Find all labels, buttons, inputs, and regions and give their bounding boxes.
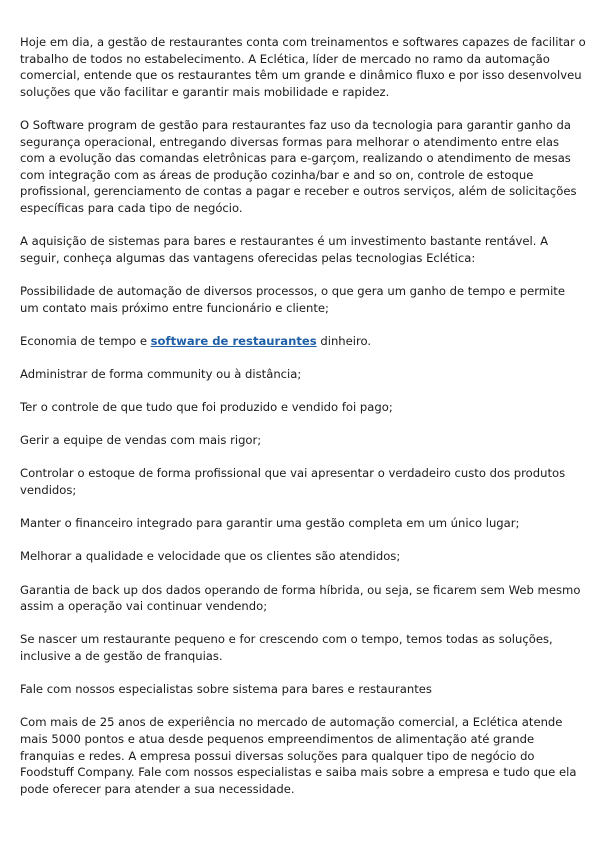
document-body — [20, 34, 586, 814]
company-paragraph: Com mais de 25 anos de experiência no mercado de automação comercial, a Eclética atende mais 5000 pontos e atua desde pequenos empreendimentos de alimentação até grande franquias e redes. A empresa possui diversas soluções para qualquer tipo de negócio do Foodstuff Company. Fale com nossos especialistas e saiba mais sobre a empresa e tudo que ela pode oferecer para atender a sua necessidade. — [20, 715, 577, 796]
advantage-economy-text-before: Economia de tempo e — [20, 333, 151, 348]
advantages-intro-paragraph: A aquisição de sistemas para bares e restaurantes é um investimento bastante rentável. A seguir, conheça algumas das vantagens oferecidas pelas tecnologias Eclética: — [20, 234, 549, 265]
advantage-backup: Garantia de back up dos dados operando de forma híbrida, ou seja, se ficarem sem Web mesmo assim a operação vai continuar vendendo; — [20, 582, 581, 614]
advantage-franchise: Se nascer um restaurante pequeno e for crescendo com o tempo, temos todas as soluções, inclusive a de gestão de franquias. — [20, 632, 553, 663]
advantage-economy-text-after: dinheiro. — [316, 333, 372, 348]
advantage-control: Ter o controle de que tudo que foi produzido e vendido foi pago; — [20, 400, 393, 415]
contact-specialists-line: Fale com nossos especialistas sobre sistema para bares e restaurantes — [20, 682, 432, 697]
advantage-finance: Manter o financeiro integrado para garantir uma gestão completa em um único lugar; — [20, 516, 520, 531]
advantage-automation: Possibilidade de automação de diversos processos, o que gera um ganho de tempo e permite um contato mais próximo entre funcionário e cliente; — [20, 283, 565, 315]
intro-paragraph: Hoje em dia, a gestão de restaurantes conta com treinamentos e softwares capazes de facilitar o trabalho de todos no estabelecimento. A Eclética, líder de mercado no ramo da automação comercial, entende que os restaurantes têm um grande e dinâmico fluxo e por isso desenvolveu soluções que vão facilitar e garantir mais mobilidade e rapidez. — [20, 35, 586, 99]
advantage-stock: Controlar o estoque de forma profissional que vai apresentar o verdadeiro custo dos produtos vendidos; — [20, 466, 566, 498]
software-restaurantes-link[interactable]: software de restaurantes — [150, 333, 317, 348]
advantage-remote: Administrar de forma community ou à distância; — [20, 366, 302, 381]
advantage-sales-team: Gerir a equipe de vendas com mais rigor; — [20, 433, 262, 448]
advantage-service-quality: Melhorar a qualidade e velocidade que os clientes são atendidos; — [20, 549, 401, 564]
advantage-economy — [20, 333, 586, 350]
software-paragraph: O Software program de gestão para restaurantes faz uso da tecnologia para garantir ganho da segurança operacional, entregando diversas formas para melhorar o atendimento entre elas com a evolução das comandas eletrônicas para e-garçom, realizando o atendimento de mesas com integração com as áreas de produção cozinha/bar e and so on, controle de estoque profissional, gerenciamento de contas a pagar e receber e outros serviços, além de solicitações específicas para cada tipo de negócio. — [20, 117, 577, 215]
